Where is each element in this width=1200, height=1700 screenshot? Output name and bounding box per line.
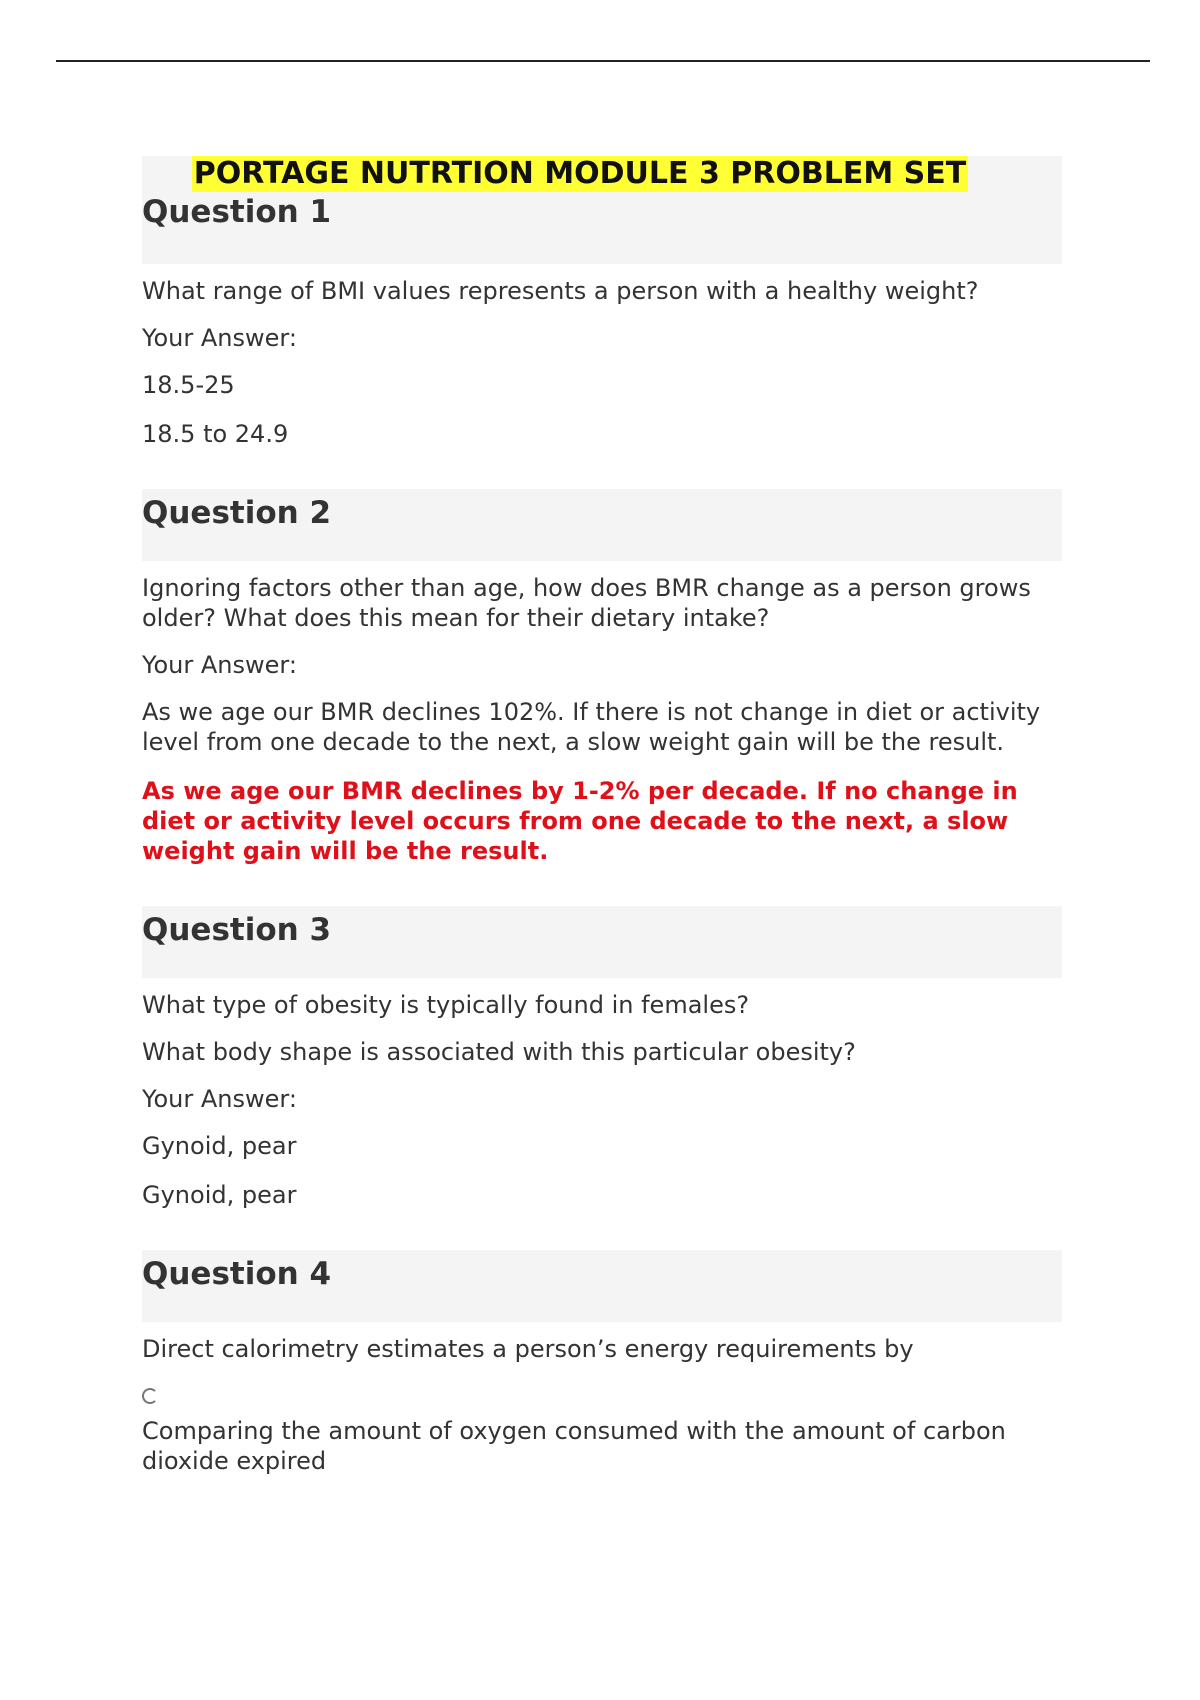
question-2-header [142,489,1062,561]
radio-icon[interactable] [142,1388,158,1404]
question-4-prompt: Direct calorimetry estimates a person’s energy requirements by [142,1335,914,1363]
question-4-header [142,1250,1062,1322]
question-3-title: Question 3 [142,912,332,948]
question-3-answer-label: Your Answer: [142,1085,297,1113]
question-1-correct-answer: 18.5 to 24.9 [142,420,289,448]
answer-option-text: Comparing the amount of oxygen consumed with the amount of carbon dioxide expired [142,1417,1006,1475]
question-3-correct-answer: Gynoid, pear [142,1181,297,1209]
question-1-header [142,156,1062,264]
question-3-prompt-2: What body shape is associated with this particular obesity? [142,1038,856,1066]
question-3-header [142,906,1062,978]
top-rule [56,60,1150,62]
title-wrap [142,156,1018,192]
question-2-your-answer: As we age our BMR declines 102%. If there is not change in diet or activity level from one decade to the next, a slow weight gain will be the result. [142,698,1041,756]
answer-option[interactable] [142,1388,1062,1476]
question-4-title: Question 4 [142,1256,332,1292]
question-3-prompt: What type of obesity is typically found in females? [142,991,750,1019]
question-1-your-answer: 18.5-25 [142,371,235,399]
question-3-your-answer: Gynoid, pear [142,1132,297,1160]
question-2-title: Question 2 [142,495,332,531]
question-1-answer-label: Your Answer: [142,324,297,352]
question-2-answer-label: Your Answer: [142,651,297,679]
question-2-prompt: Ignoring factors other than age, how does BMR change as a person grows older? What does this mean for their dietary intake? [142,574,1031,632]
question-1-prompt: What range of BMI values represents a person with a healthy weight? [142,277,979,305]
problem-set [142,156,1062,1476]
question-1-title: Question 1 [142,194,332,230]
document-title: PORTAGE NUTRTION MODULE 3 PROBLEM SET [193,156,967,191]
question-2-correct-answer: As we age our BMR declines by 1-2% per decade. If no change in diet or activity level occurs from one decade to the next, a slow weight gain will be the result. [142,777,1018,865]
